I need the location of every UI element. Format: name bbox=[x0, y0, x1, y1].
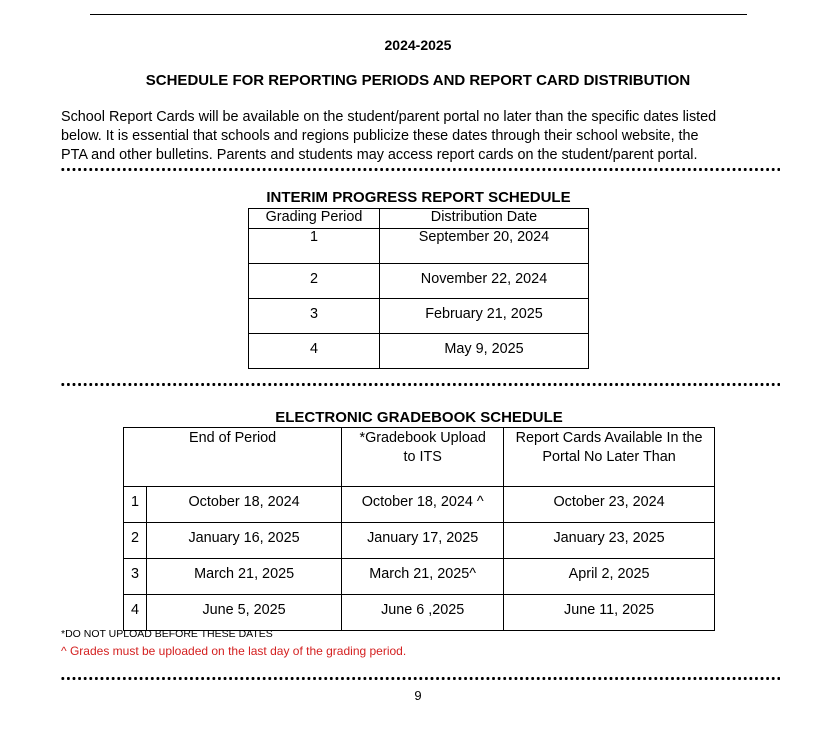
table-row bbox=[124, 487, 715, 523]
header-line: to ITS bbox=[403, 449, 442, 465]
column-header-end-of-period: End of Period bbox=[124, 428, 342, 487]
interim-section-title: INTERIM PROGRESS REPORT SCHEDULE bbox=[266, 189, 571, 206]
available-date-cell: April 2, 2025 bbox=[504, 559, 715, 595]
intro-line: School Report Cards will be available on the student/parent portal no later than the specific dates listed bbox=[61, 109, 717, 125]
column-header-available bbox=[504, 428, 715, 487]
gradebook-section-title: ELECTRONIC GRADEBOOK SCHEDULE bbox=[275, 409, 563, 426]
period-number-cell: 3 bbox=[124, 559, 147, 595]
upload-footnote: *DO NOT UPLOAD BEFORE THESE DATES bbox=[61, 628, 273, 640]
school-year: 2024-2025 bbox=[384, 37, 452, 53]
grading-period-cell: 1 bbox=[249, 229, 380, 264]
grades-footnote: ^ Grades must be uploaded on the last day of the grading period. bbox=[61, 644, 407, 658]
table-row bbox=[249, 299, 589, 334]
available-date-cell: January 23, 2025 bbox=[504, 523, 715, 559]
dotted-divider bbox=[60, 382, 780, 387]
top-rule bbox=[90, 14, 747, 15]
upload-date-cell: October 18, 2024 ^ bbox=[342, 487, 504, 523]
grading-period-cell: 3 bbox=[249, 299, 380, 334]
column-header-upload bbox=[342, 428, 504, 487]
page-number: 9 bbox=[414, 688, 422, 703]
upload-date-cell: March 21, 2025^ bbox=[342, 559, 504, 595]
distribution-date-cell: September 20, 2024 bbox=[380, 229, 589, 264]
upload-date-cell: June 6 ,2025 bbox=[342, 595, 504, 631]
column-header: Distribution Date bbox=[380, 209, 589, 229]
table-row bbox=[124, 559, 715, 595]
grading-period-cell: 4 bbox=[249, 334, 380, 369]
end-of-period-cell: June 5, 2025 bbox=[147, 595, 342, 631]
dotted-divider bbox=[60, 167, 780, 172]
grading-period-cell: 2 bbox=[249, 264, 380, 299]
period-number-cell: 2 bbox=[124, 523, 147, 559]
distribution-date-cell: November 22, 2024 bbox=[380, 264, 589, 299]
intro-line: below. It is essential that schools and regions publicize these dates through their school website, the bbox=[61, 128, 699, 144]
header-line: Portal No Later Than bbox=[542, 449, 676, 465]
available-date-cell: October 23, 2024 bbox=[504, 487, 715, 523]
end-of-period-cell: October 18, 2024 bbox=[147, 487, 342, 523]
table-row bbox=[124, 595, 715, 631]
interim-schedule-table bbox=[248, 208, 589, 369]
table-header-row bbox=[249, 209, 589, 229]
table-row bbox=[249, 264, 589, 299]
period-number-cell: 1 bbox=[124, 487, 147, 523]
table-row bbox=[124, 523, 715, 559]
table-row bbox=[249, 334, 589, 369]
table-row bbox=[249, 229, 589, 264]
page-title: SCHEDULE FOR REPORTING PERIODS AND REPORT CARD DISTRIBUTION bbox=[145, 72, 691, 89]
upload-date-cell: January 17, 2025 bbox=[342, 523, 504, 559]
period-number-cell: 4 bbox=[124, 595, 147, 631]
intro-paragraph bbox=[61, 108, 781, 165]
header-line: *Gradebook Upload bbox=[359, 430, 486, 446]
end-of-period-cell: March 21, 2025 bbox=[147, 559, 342, 595]
column-header: Grading Period bbox=[249, 209, 380, 229]
distribution-date-cell: May 9, 2025 bbox=[380, 334, 589, 369]
header-line: Report Cards Available In the bbox=[515, 430, 703, 446]
available-date-cell: June 11, 2025 bbox=[504, 595, 715, 631]
table-header-row bbox=[124, 428, 715, 487]
distribution-date-cell: February 21, 2025 bbox=[380, 299, 589, 334]
gradebook-schedule-table bbox=[123, 427, 715, 631]
intro-line: PTA and other bulletins. Parents and students may access report cards on the student/parent portal. bbox=[61, 147, 698, 163]
dotted-divider bbox=[60, 676, 780, 681]
end-of-period-cell: January 16, 2025 bbox=[147, 523, 342, 559]
